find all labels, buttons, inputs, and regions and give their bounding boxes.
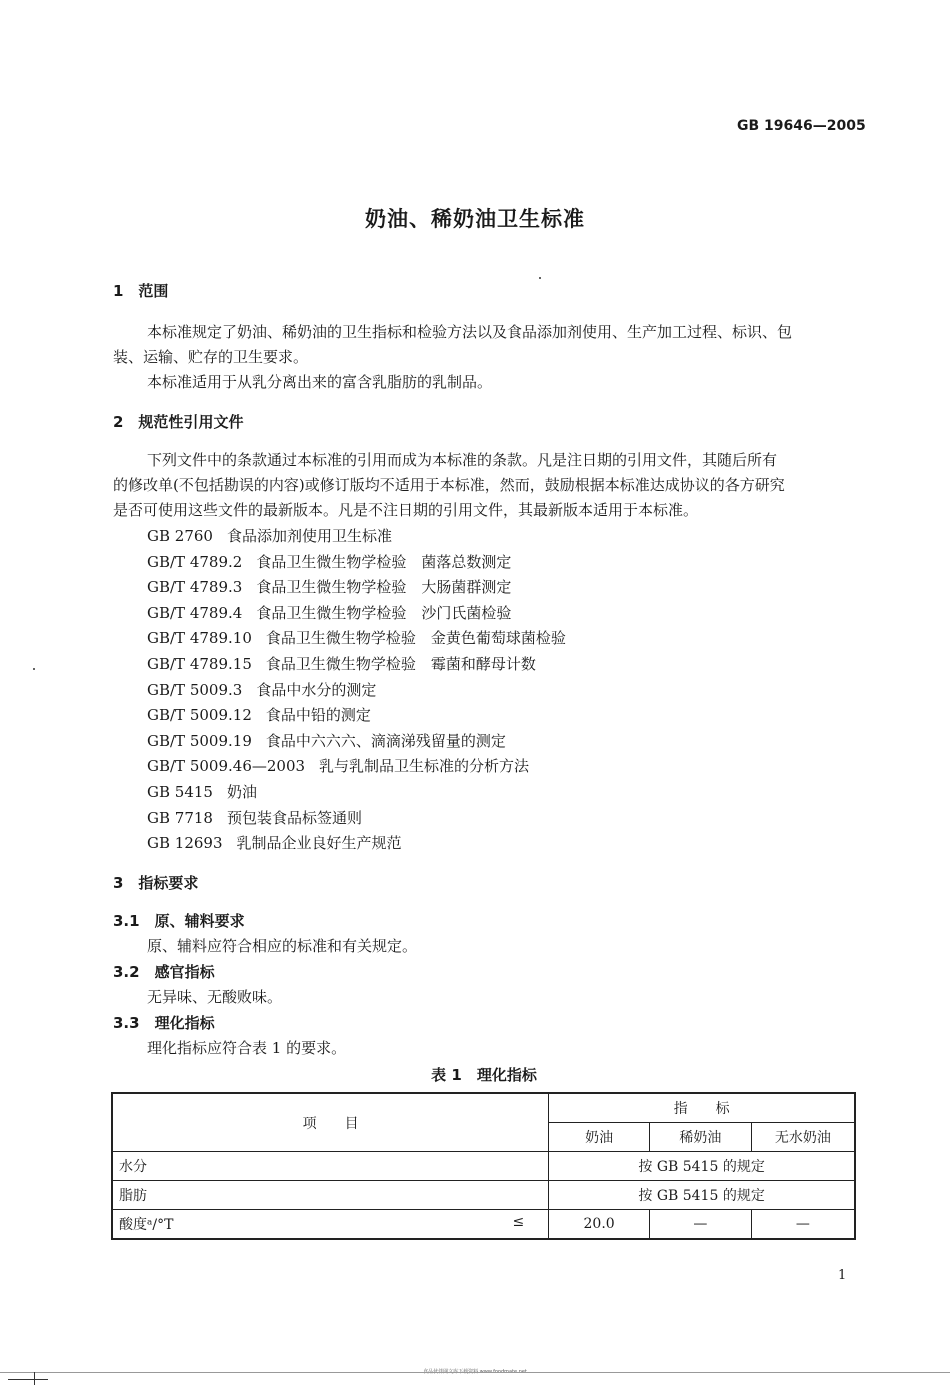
reference-title: 食品卫生微生物学检验 金黄色葡萄球菌检验 — [265, 629, 566, 648]
reference-title: 食品卫生微生物学检验 大肠菌群测定 — [256, 578, 512, 597]
table-row — [112, 1152, 855, 1181]
scan-corner-mark — [8, 1379, 48, 1380]
reference-item — [147, 602, 511, 623]
reference-item — [147, 704, 371, 725]
header-index-cell — [549, 1093, 855, 1123]
section-2-paragraph-line: 下列文件中的条款通过本标准的引用而成为本标准的条款。凡是注日期的引用文件，其随后所有 — [147, 451, 778, 469]
reference-item — [147, 832, 402, 853]
section-2-paragraph-line: 的修改单(不包括勘误的内容)或修订版均不适用于本标准，然而，鼓励根据本标准达成协议的各方研究 — [113, 476, 785, 494]
scan-edge-line — [0, 1372, 950, 1373]
row-value: 20.0 — [549, 1210, 650, 1240]
reference-item — [147, 730, 506, 751]
table-row — [112, 1210, 855, 1240]
row-name: 酸度ᵃ/°T — [119, 1217, 174, 1233]
spec-table — [111, 1092, 856, 1240]
reference-number: GB/T 4789.4 — [147, 603, 243, 622]
header-item-cell — [112, 1093, 549, 1152]
section-1-paragraph-line: 装、运输、贮存的卫生要求。 — [113, 348, 309, 366]
reference-item — [147, 576, 511, 597]
reference-item — [147, 781, 257, 802]
section-3-1-heading: 3.1 原、辅料要求 — [113, 912, 245, 930]
column-header: 奶油 — [549, 1123, 650, 1152]
reference-item — [147, 627, 566, 648]
reference-item — [147, 551, 511, 572]
table-row — [112, 1181, 855, 1210]
reference-number: GB 7718 — [147, 808, 213, 827]
reference-number: GB/T 4789.2 — [147, 552, 243, 571]
reference-number: GB 12693 — [147, 834, 223, 853]
reference-number: GB/T 5009.19 — [147, 731, 252, 750]
reference-number: GB 5415 — [147, 783, 213, 801]
reference-title: 食品中铅的测定 — [265, 706, 371, 725]
reference-item — [147, 755, 529, 776]
row-span-value: 按 GB 5415 的规定 — [549, 1152, 855, 1181]
row-value: — — [751, 1210, 855, 1240]
reference-item — [147, 525, 392, 546]
document-title: 奶油、稀奶油卫生标准 — [365, 207, 585, 231]
reference-title: 食品中六六六、滴滴涕残留量的测定 — [265, 731, 506, 750]
row-name: 脂肪 — [112, 1181, 549, 1210]
reference-title: 食品卫生微生物学检验 沙门氏菌检验 — [256, 603, 512, 622]
page-number: 1 — [838, 1268, 847, 1283]
section-1-heading: 1 范围 — [113, 282, 169, 300]
reference-number: GB/T 5009.46—2003 — [147, 757, 306, 776]
section-3-heading: 3 指标要求 — [113, 874, 199, 892]
row-name: 水分 — [112, 1152, 549, 1181]
row-name-cell — [112, 1210, 549, 1240]
section-2-heading: 2 规范性引用文件 — [113, 413, 244, 431]
section-3-2-heading: 3.2 感官指标 — [113, 963, 215, 981]
reference-title: 食品卫生微生物学检验 霉菌和酵母计数 — [265, 655, 536, 673]
table-header-row — [112, 1093, 855, 1123]
scan-speck — [33, 668, 35, 670]
header-item-label: 项 目 — [302, 1115, 359, 1132]
section-1-scope-text: 本标准适用于从乳分离出来的富含乳脂肪的乳制品。 — [147, 373, 493, 391]
section-3-3-heading: 3.3 理化指标 — [113, 1014, 215, 1032]
reference-title: 食品卫生微生物学检验 菌落总数测定 — [256, 552, 512, 571]
reference-title: 乳制品企业良好生产规范 — [236, 834, 402, 853]
reference-number: GB 2760 — [147, 527, 213, 545]
scan-speck — [539, 277, 541, 279]
reference-number: GB/T 5009.12 — [147, 706, 252, 725]
header-index-label: 指 标 — [673, 1101, 730, 1117]
table-caption: 表 1 理化指标 — [431, 1066, 537, 1084]
reference-number: GB/T 4789.15 — [147, 655, 252, 673]
section-3-1-text: 原、辅料应符合相应的标准和有关规定。 — [147, 937, 418, 955]
row-value: — — [650, 1210, 752, 1240]
column-header: 无水奶油 — [751, 1123, 855, 1152]
section-3-3-text: 理化指标应符合表 1 的要求。 — [147, 1039, 347, 1057]
section-1-paragraph-line: 本标准规定了奶油、稀奶油的卫生指标和检验方法以及食品添加剂使用、生产加工过程、标识、包 — [147, 323, 793, 341]
reference-title: 食品中水分的测定 — [256, 680, 377, 699]
reference-title: 食品添加剂使用卫生标准 — [226, 527, 392, 545]
column-header: 稀奶油 — [650, 1123, 752, 1152]
less-equal-symbol: ≤ — [512, 1214, 525, 1230]
row-span-value: 按 GB 5415 的规定 — [549, 1181, 855, 1210]
section-3-2-text: 无异味、无酸败味。 — [147, 988, 283, 1006]
reference-item — [147, 679, 376, 700]
reference-title: 预包装食品标签通则 — [226, 808, 362, 827]
reference-number: GB/T 4789.10 — [147, 629, 252, 648]
reference-number: GB/T 4789.3 — [147, 578, 243, 597]
reference-item — [147, 807, 362, 828]
standard-code: GB 19646—2005 — [737, 118, 866, 134]
reference-title: 乳与乳制品卫生标准的分析方法 — [319, 757, 530, 776]
reference-title: 奶油 — [226, 783, 257, 801]
reference-item — [147, 653, 536, 674]
section-2-paragraph-line: 是否可使用这些文件的最新版本。凡是不注日期的引用文件，其最新版本适用于本标准。 — [113, 501, 699, 519]
reference-number: GB/T 5009.3 — [147, 680, 243, 699]
